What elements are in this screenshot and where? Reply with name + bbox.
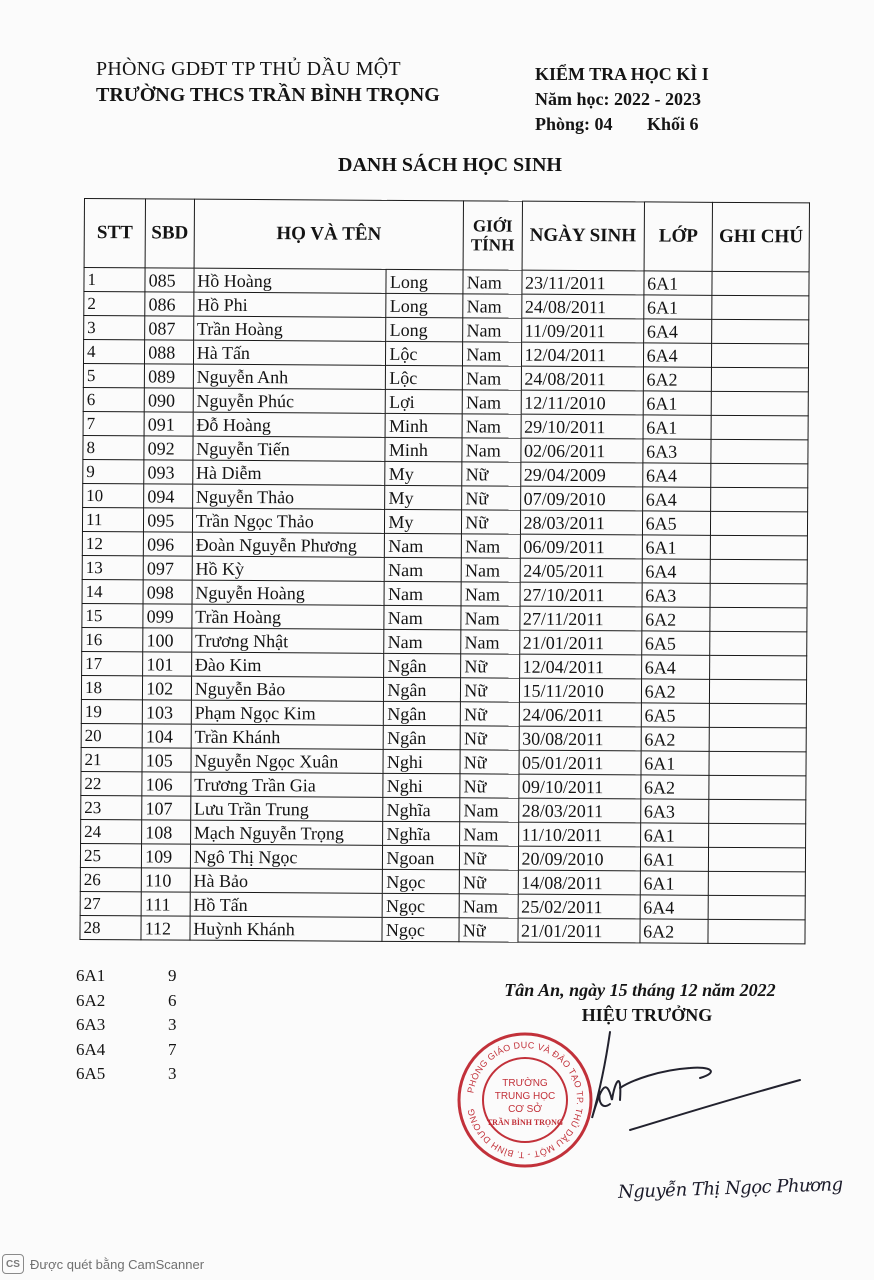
cell-sbd: 091: [144, 412, 193, 436]
cell-dob: 12/04/2011: [519, 654, 641, 679]
cell-family-name: Trần Ngọc Thảo: [192, 508, 385, 533]
summary-count: 6: [168, 990, 177, 1010]
class-summary: [76, 964, 177, 1087]
cell-gender: Nam: [463, 270, 521, 294]
cell-class: 6A1: [644, 271, 713, 295]
cell-class: 6A2: [641, 679, 710, 703]
cell-family-name: Hồ Hoàng: [194, 268, 387, 293]
cell-given-name: Nghi: [383, 749, 460, 773]
cell-family-name: Trương Nhật: [191, 628, 384, 653]
cell-stt: 18: [81, 675, 142, 699]
cell-sbd: 088: [145, 340, 194, 364]
cell-gender: Nam: [463, 342, 521, 366]
cell-dob: 29/10/2011: [521, 414, 643, 439]
summary-count: 7: [168, 1039, 177, 1059]
cell-sbd: 096: [144, 532, 193, 556]
cell-given-name: Nghi: [383, 773, 460, 797]
cell-gender: Nam: [463, 366, 521, 390]
cell-sbd: 104: [142, 724, 191, 748]
cell-note: [712, 343, 809, 368]
cell-gender: Nữ: [459, 918, 517, 942]
cell-family-name: Mạch Nguyễn Trọng: [190, 820, 383, 845]
cell-sbd: 086: [145, 292, 194, 316]
cell-family-name: Lưu Trần Trung: [190, 796, 383, 821]
cell-class: 6A5: [641, 703, 710, 727]
cell-note: [712, 271, 809, 296]
cell-stt: 19: [81, 699, 142, 723]
summary-row: [76, 964, 177, 989]
cell-class: 6A5: [642, 511, 711, 535]
cell-given-name: Ngân: [384, 677, 461, 701]
cell-dob: 20/09/2010: [518, 846, 640, 871]
cell-family-name: Trần Hoàng: [192, 604, 385, 629]
cell-stt: 6: [83, 387, 144, 411]
cell-stt: 28: [80, 915, 141, 939]
room-number: Phòng: 04: [535, 114, 613, 134]
cell-gender: Nam: [461, 630, 519, 654]
cell-stt: 26: [80, 867, 141, 891]
cell-gender: Nam: [461, 558, 519, 582]
cell-class: 6A2: [641, 775, 710, 799]
summary-count: 3: [168, 1015, 177, 1034]
cell-class: 6A4: [641, 655, 710, 679]
cell-given-name: Long: [386, 269, 463, 293]
cell-dob: 23/11/2011: [521, 270, 643, 295]
stamp-line1: TRƯỜNG: [502, 1078, 548, 1089]
cell-class: 6A4: [642, 487, 711, 511]
cell-note: [711, 439, 808, 464]
header-name: HỌ VÀ TÊN: [194, 199, 464, 270]
stamp-ring-text: PHÒNG GIÁO DỤC VÀ ĐÀO TẠO TP. THỦ DẦU MỘT - T. BÌNH DƯƠNG: [465, 1039, 586, 1161]
cell-dob: 11/10/2011: [518, 822, 640, 847]
cell-note: [709, 895, 806, 920]
summary-row: [76, 1062, 177, 1087]
cell-note: [712, 415, 809, 440]
summary-class: 6A5: [76, 1064, 106, 1083]
table-header-row: [84, 199, 809, 272]
cell-sbd: 100: [143, 628, 192, 652]
cell-gender: Nữ: [462, 510, 520, 534]
cell-dob: 05/01/2011: [519, 750, 641, 775]
cell-class: 6A5: [641, 631, 710, 655]
cell-family-name: Hồ Phi: [194, 292, 387, 317]
cell-note: [711, 511, 808, 536]
cell-gender: Nam: [462, 438, 520, 462]
cell-note: [710, 607, 807, 632]
cell-note: [711, 535, 808, 560]
signature-scribble: [560, 1030, 840, 1150]
cell-note: [709, 799, 806, 824]
cell-stt: 15: [82, 603, 143, 627]
cell-family-name: Nguyễn Ngọc Xuân: [191, 748, 384, 773]
cell-note: [712, 319, 809, 344]
summary-count: 9: [168, 966, 177, 985]
cell-family-name: Trương Trần Gia: [191, 772, 384, 797]
cell-note: [708, 919, 805, 944]
cell-stt: 14: [82, 579, 143, 603]
cell-gender: Nam: [462, 390, 520, 414]
cell-gender: Nam: [460, 822, 518, 846]
cell-class: 6A1: [643, 391, 712, 415]
cell-given-name: Long: [386, 293, 463, 317]
cell-stt: 5: [83, 363, 144, 387]
cell-sbd: 092: [144, 436, 193, 460]
summary-row: [76, 1038, 177, 1063]
cell-note: [711, 463, 808, 488]
cell-gender: Nữ: [460, 774, 518, 798]
cell-dob: 27/10/2011: [520, 582, 642, 607]
cell-family-name: Đoàn Nguyễn Phương: [192, 532, 385, 557]
cell-sbd: 112: [141, 916, 190, 940]
cell-given-name: Minh: [385, 413, 462, 437]
cell-note: [709, 823, 806, 848]
cell-dob: 02/06/2011: [520, 438, 642, 463]
cell-stt: 13: [82, 555, 143, 579]
cell-gender: Nam: [463, 294, 521, 318]
cell-given-name: My: [385, 485, 462, 509]
cell-family-name: Hồ Kỳ: [192, 556, 385, 581]
cell-stt: 24: [81, 819, 142, 843]
cell-sbd: 087: [145, 316, 194, 340]
cell-sbd: 105: [142, 748, 191, 772]
cell-note: [710, 679, 807, 704]
cell-note: [709, 847, 806, 872]
cell-stt: 27: [80, 891, 141, 915]
cell-family-name: Nguyễn Thảo: [192, 484, 385, 509]
cell-class: 6A4: [643, 343, 712, 367]
cell-given-name: Minh: [385, 437, 462, 461]
cell-note: [709, 775, 806, 800]
cell-gender: Nam: [463, 318, 521, 342]
cell-given-name: Ngọc: [382, 917, 459, 941]
student-table: [79, 198, 810, 944]
cell-dob: 11/09/2011: [521, 318, 643, 343]
cell-given-name: Ngân: [384, 725, 461, 749]
cell-sbd: 098: [143, 580, 192, 604]
stamp-line3: CƠ SỞ: [508, 1104, 542, 1115]
cell-stt: 16: [82, 627, 143, 651]
cell-stt: 23: [81, 795, 142, 819]
principal-title: HIỆU TRƯỞNG: [581, 1005, 713, 1025]
cell-sbd: 085: [145, 268, 194, 292]
cell-stt: 9: [83, 459, 144, 483]
cell-stt: 7: [83, 411, 144, 435]
cell-note: [710, 727, 807, 752]
table-row: [80, 915, 805, 943]
cell-family-name: Huỳnh Khánh: [190, 916, 383, 941]
cell-sbd: 103: [143, 700, 192, 724]
cell-note: [710, 583, 807, 608]
cell-given-name: Nam: [384, 605, 461, 629]
summary-count: 3: [168, 1064, 177, 1083]
cell-dob: 12/04/2011: [521, 342, 643, 367]
cell-family-name: Nguyễn Tiến: [193, 436, 386, 461]
cell-note: [709, 751, 806, 776]
cell-sbd: 107: [142, 796, 191, 820]
cell-dob: 07/09/2010: [520, 486, 642, 511]
cell-gender: Nữ: [460, 726, 518, 750]
cell-given-name: Ngọc: [383, 869, 460, 893]
cell-class: 6A4: [640, 895, 709, 919]
header-class: LỚP: [644, 202, 713, 271]
cell-dob: 14/08/2011: [518, 870, 640, 895]
header-dob: NGÀY SINH: [522, 201, 645, 271]
cell-dob: 27/11/2011: [519, 606, 641, 631]
cell-sbd: 108: [142, 820, 191, 844]
cell-given-name: Long: [386, 317, 463, 341]
cell-class: 6A1: [642, 535, 711, 559]
cell-note: [712, 391, 809, 416]
cell-class: 6A1: [640, 871, 709, 895]
cell-family-name: Đỗ Hoàng: [193, 412, 386, 437]
cell-class: 6A3: [643, 439, 712, 463]
cell-gender: Nam: [460, 798, 518, 822]
cell-note: [710, 703, 807, 728]
grade-label: Khối 6: [647, 114, 699, 134]
cell-dob: 12/11/2010: [521, 390, 643, 415]
cell-sbd: 106: [142, 772, 191, 796]
cell-given-name: Lộc: [386, 341, 463, 365]
camscanner-text: Được quét bằng CamScanner: [30, 1256, 205, 1272]
cell-dob: 24/05/2011: [520, 558, 642, 583]
cell-class: 6A1: [640, 823, 709, 847]
header-sbd: SBD: [145, 199, 194, 268]
cell-family-name: Trần Hoàng: [193, 316, 386, 341]
cell-note: [711, 559, 808, 584]
school-year: Năm học: 2022 - 2023: [535, 89, 701, 109]
cell-gender: Nữ: [460, 870, 518, 894]
cell-gender: Nam: [461, 606, 519, 630]
cell-class: 6A1: [640, 847, 709, 871]
signer-name: Nguyễn Thị Ngọc Phương: [617, 1174, 843, 1203]
cell-dob: 24/08/2011: [521, 366, 643, 391]
cell-stt: 12: [82, 531, 143, 555]
cell-class: 6A1: [643, 295, 712, 319]
sign-date: Tân An, ngày 15 tháng 12 năm 2022: [504, 980, 776, 1000]
cell-given-name: My: [385, 509, 462, 533]
cell-class: 6A1: [641, 751, 710, 775]
cell-stt: 17: [82, 651, 143, 675]
school-name: TRƯỜNG THCS TRẦN BÌNH TRỌNG: [96, 84, 440, 106]
cell-given-name: My: [385, 461, 462, 485]
cell-sbd: 090: [144, 388, 193, 412]
cell-gender: Nữ: [461, 702, 519, 726]
cell-sbd: 109: [142, 844, 191, 868]
cell-dob: 24/08/2011: [521, 294, 643, 319]
cell-gender: Nam: [461, 582, 519, 606]
cell-stt: 4: [83, 340, 144, 364]
cell-sbd: 102: [143, 676, 192, 700]
cell-gender: Nữ: [461, 654, 519, 678]
cell-stt: 21: [81, 747, 142, 771]
cell-family-name: Ngô Thị Ngọc: [190, 844, 383, 869]
signature-block: [470, 980, 810, 1026]
header-gender-line2: TÍNH: [470, 235, 515, 255]
summary-class: 6A2: [76, 990, 106, 1010]
cell-class: 6A2: [640, 919, 709, 943]
cell-class: 6A3: [642, 583, 711, 607]
cell-dob: 24/06/2011: [519, 702, 641, 727]
cell-family-name: Đào Kim: [191, 652, 384, 677]
cell-family-name: Hà Bảo: [190, 868, 383, 893]
cell-family-name: Hồ Tấn: [190, 892, 383, 917]
cell-given-name: Lợi: [386, 389, 463, 413]
cell-class: 6A4: [642, 559, 711, 583]
cell-dob: 21/01/2011: [517, 918, 639, 943]
cell-stt: 3: [84, 316, 145, 340]
cell-class: 6A2: [642, 607, 711, 631]
cell-family-name: Hà Tấn: [193, 340, 386, 365]
cell-family-name: Nguyễn Phúc: [193, 388, 386, 413]
cell-sbd: 111: [141, 892, 190, 916]
summary-class: 6A4: [76, 1039, 106, 1059]
cell-given-name: Ngân: [384, 701, 461, 725]
cell-dob: 21/01/2011: [519, 630, 641, 655]
cell-stt: 11: [82, 507, 143, 531]
cell-given-name: Ngoan: [383, 845, 460, 869]
summary-class: 6A1: [76, 966, 106, 985]
cell-family-name: Phạm Ngọc Kim: [191, 700, 384, 725]
cell-note: [712, 295, 809, 320]
cell-dob: 09/10/2011: [518, 774, 640, 799]
stamp-line4: TRẦN BÌNH TRỌNG: [486, 1118, 564, 1127]
header-right: [535, 62, 709, 137]
cell-gender: Nữ: [460, 846, 518, 870]
cell-stt: 2: [84, 292, 145, 316]
cell-sbd: 097: [143, 556, 192, 580]
cell-given-name: Nam: [385, 533, 462, 557]
table-body: [80, 268, 809, 944]
header-gender: [463, 201, 522, 270]
cell-stt: 10: [83, 483, 144, 507]
cell-given-name: Ngọc: [383, 893, 460, 917]
cell-gender: Nam: [462, 534, 520, 558]
cell-given-name: Lộc: [386, 365, 463, 389]
cell-sbd: 095: [144, 508, 193, 532]
cell-dob: 06/09/2011: [520, 534, 642, 559]
cell-sbd: 093: [144, 460, 193, 484]
stamp-line2: TRUNG HỌC: [494, 1091, 556, 1102]
document-title: DANH SÁCH HỌC SINH: [338, 154, 562, 176]
exam-title: KIỂM TRA HỌC KÌ I: [535, 64, 709, 84]
cell-sbd: 101: [143, 652, 192, 676]
cell-gender: Nam: [459, 894, 517, 918]
cell-family-name: Nguyễn Bảo: [191, 676, 384, 701]
cell-dob: 28/03/2011: [518, 798, 640, 823]
cell-class: 6A4: [642, 463, 711, 487]
header-stt: STT: [84, 199, 146, 268]
cell-stt: 25: [80, 843, 141, 867]
cell-note: [712, 367, 809, 392]
cell-note: [710, 631, 807, 656]
header-gender-line1: GIỚI: [472, 216, 513, 236]
room-grade: [535, 112, 709, 137]
cell-dob: 30/08/2011: [519, 726, 641, 751]
cell-dob: 25/02/2011: [518, 894, 640, 919]
cell-stt: 20: [81, 723, 142, 747]
cell-given-name: Nam: [384, 629, 461, 653]
header-note: GHI CHÚ: [713, 202, 810, 272]
cell-gender: Nữ: [460, 750, 518, 774]
cell-family-name: Nguyễn Anh: [193, 364, 386, 389]
cell-note: [710, 655, 807, 680]
cell-given-name: Nam: [384, 581, 461, 605]
header-left: [96, 56, 440, 108]
cell-given-name: Nam: [385, 557, 462, 581]
cell-gender: Nữ: [462, 486, 520, 510]
cell-given-name: Ngân: [384, 653, 461, 677]
cell-class: 6A2: [641, 727, 710, 751]
summary-row: [76, 989, 177, 1014]
cell-class: 6A1: [643, 415, 712, 439]
cell-dob: 28/03/2011: [520, 510, 642, 535]
cell-sbd: 094: [144, 484, 193, 508]
cell-family-name: Nguyễn Hoàng: [192, 580, 385, 605]
cell-gender: Nam: [462, 414, 520, 438]
cell-note: [709, 871, 806, 896]
cell-gender: Nữ: [461, 678, 519, 702]
cell-class: 6A4: [643, 319, 712, 343]
cell-class: 6A3: [640, 799, 709, 823]
cell-family-name: Trần Khánh: [191, 724, 384, 749]
cell-sbd: 089: [145, 364, 194, 388]
cell-dob: 15/11/2010: [519, 678, 641, 703]
camscanner-watermark: [2, 1254, 204, 1274]
cell-given-name: Nghĩa: [383, 821, 460, 845]
cell-dob: 29/04/2009: [520, 462, 642, 487]
cell-sbd: 099: [143, 604, 192, 628]
cell-stt: 1: [84, 268, 145, 292]
cell-stt: 8: [83, 435, 144, 459]
summary-row: [76, 1013, 177, 1038]
cell-class: 6A2: [643, 367, 712, 391]
department-name: PHÒNG GDĐT TP THỦ DẦU MỘT: [96, 58, 401, 80]
cell-given-name: Nghĩa: [383, 797, 460, 821]
camscanner-logo-icon: CS: [2, 1254, 24, 1274]
cell-note: [711, 487, 808, 512]
cell-gender: Nữ: [462, 462, 520, 486]
summary-class: 6A3: [76, 1015, 106, 1034]
cell-family-name: Hà Diễm: [193, 460, 386, 485]
cell-stt: 22: [81, 771, 142, 795]
cell-sbd: 110: [141, 868, 190, 892]
